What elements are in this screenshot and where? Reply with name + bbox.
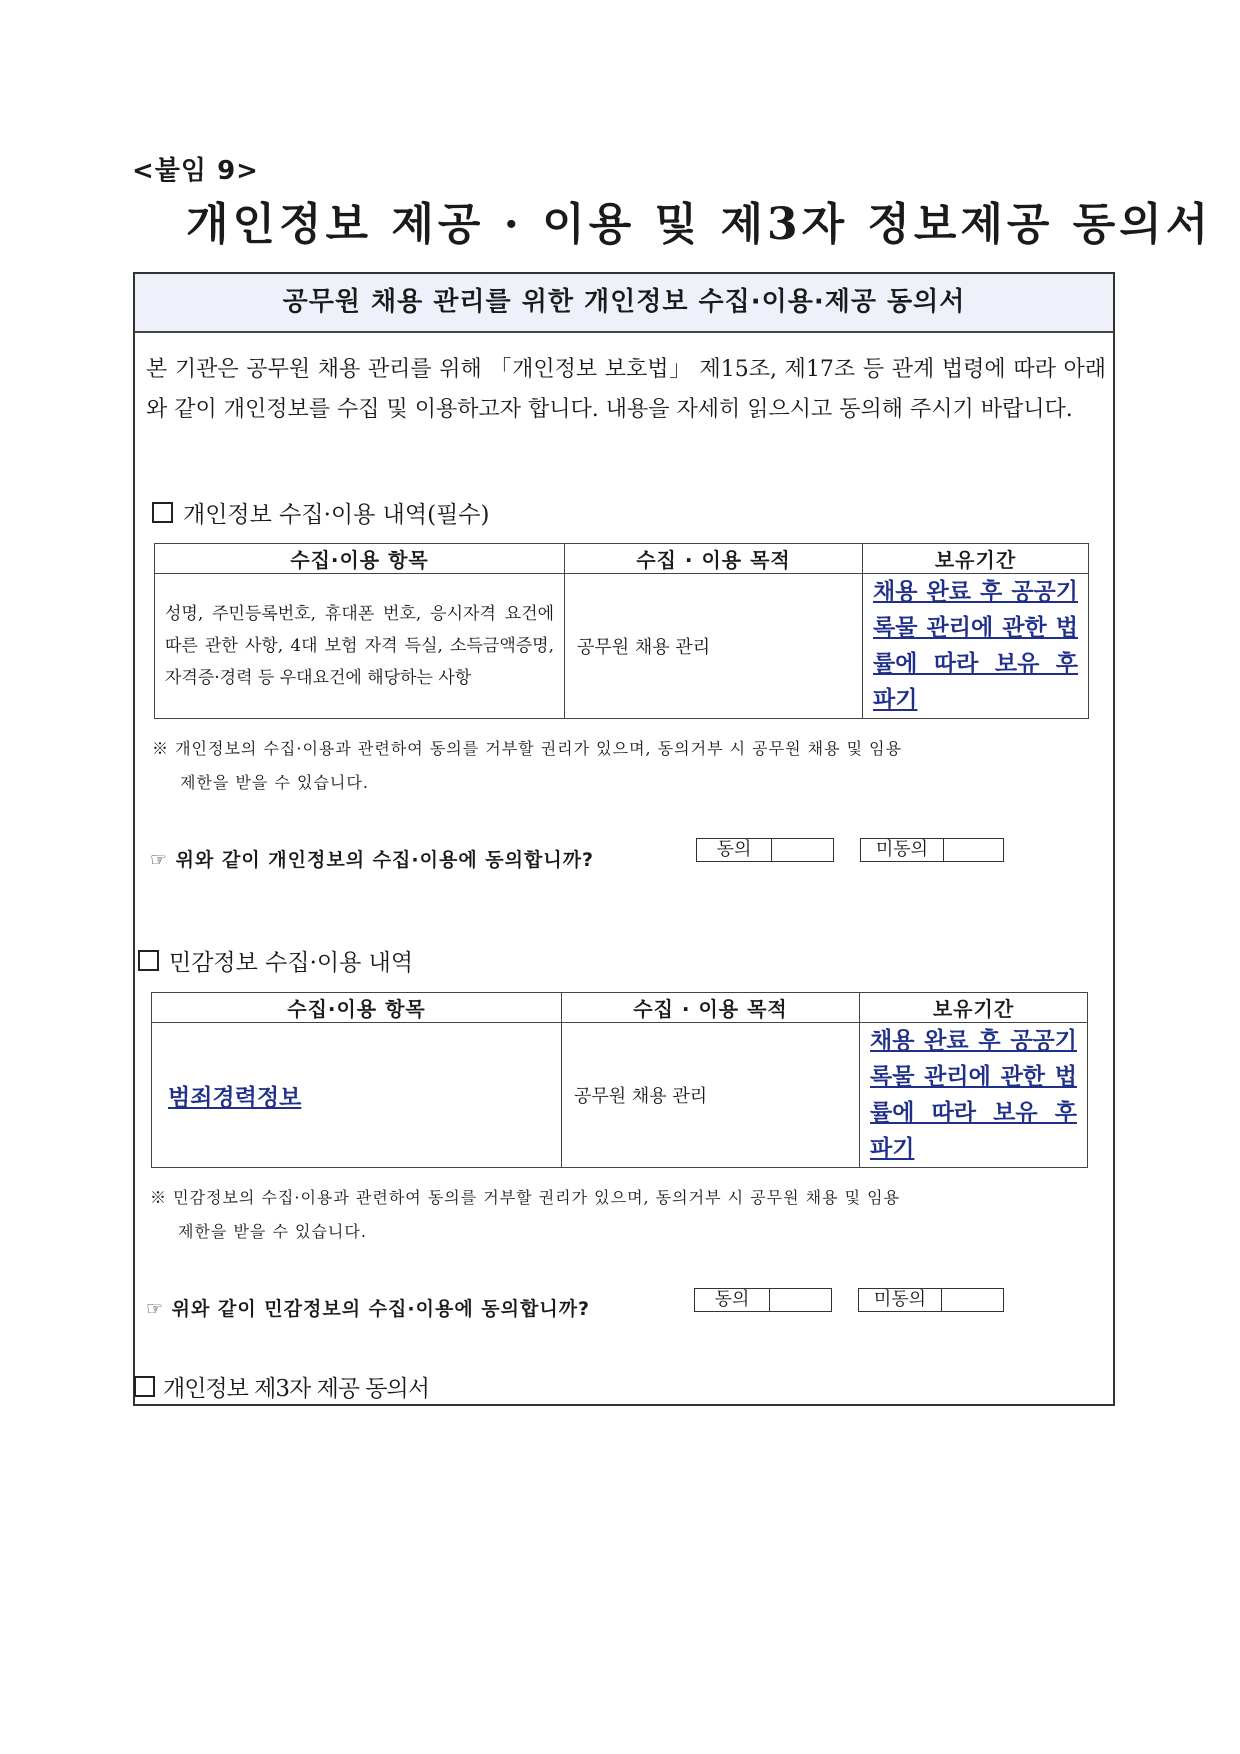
sensitive-refusal-notice xyxy=(150,1181,1050,1249)
personal-consent-question: ☞ 위와 같이 개인정보의 수집·이용에 동의합니까? xyxy=(150,849,595,871)
disagree-check-cell[interactable] xyxy=(942,1289,1003,1311)
attachment-label: <붙임 9> xyxy=(132,156,259,186)
column-header-retention: 보유기간 xyxy=(863,544,1089,574)
square-bullet-icon xyxy=(152,502,173,523)
intro-paragraph: 본 기관은 공무원 채용 관리를 위해 「개인정보 보호법」 제15조, 제17조 등 관계 법령에 따라 아래와 같이 개인정보를 수집 및 이용하고자 합니다. 내용을 자세히 읽으시고 동의해 주시기 바랍니다. xyxy=(146,357,1106,422)
agree-check-cell[interactable] xyxy=(772,839,833,861)
collected-items: 성명, 주민등록번호, 휴대폰 번호, 응시자격 요건에 따른 관한 사항, 4대 보험 자격 득실, 소득금액증명, 자격증·경력 등 우대요건에 해당하는 사항 xyxy=(155,574,565,719)
table-header-row xyxy=(152,993,1088,1023)
table-header-row xyxy=(155,544,1089,574)
sensitive-retention: 채용 완료 후 공공기록물 관리에 관한 법률에 따라 보유 후 파기 xyxy=(860,1023,1088,1168)
disagree-label: 미동의 xyxy=(859,1289,942,1311)
sensitive-section-title xyxy=(138,944,413,977)
notice-line-1: ※ 민감정보의 수집·이용과 관련하여 동의를 거부할 권리가 있으며, 동의거부 시 공무원 채용 및 임용 xyxy=(150,1188,901,1207)
square-bullet-icon xyxy=(134,1376,155,1397)
disagree-check-cell[interactable] xyxy=(944,839,1003,861)
retention-period: 채용 완료 후 공공기록물 관리에 관한 법률에 따라 보유 후 파기 xyxy=(863,574,1089,719)
column-header-purpose: 수집 · 이용 목적 xyxy=(562,993,860,1023)
notice-line-1: ※ 개인정보의 수집·이용과 관련하여 동의를 거부할 권리가 있으며, 동의거부 시 공무원 채용 및 임용 xyxy=(152,739,903,758)
notice-line-2: 제한을 받을 수 있습니다. xyxy=(180,773,369,792)
column-header-purpose: 수집 · 이용 목적 xyxy=(565,544,863,574)
sensitive-items: 범죄경력정보 xyxy=(152,1023,562,1168)
personal-refusal-notice xyxy=(152,732,1052,800)
column-header-items: 수집·이용 항목 xyxy=(155,544,565,574)
sensitive-consent-question: ☞ 위와 같이 민감정보의 수집·이용에 동의합니까? xyxy=(146,1298,591,1320)
document-title: 개인정보 제공 · 이용 및 제3자 정보제공 동의서 xyxy=(186,199,1213,250)
third-party-section-title xyxy=(134,1370,429,1403)
disagree-label: 미동의 xyxy=(861,839,944,861)
collection-purpose: 공무원 채용 관리 xyxy=(565,574,863,719)
sensitive-section-label: 민감정보 수집·이용 내역 xyxy=(169,950,414,976)
table-row xyxy=(152,1023,1088,1168)
square-bullet-icon xyxy=(138,950,159,971)
agree-label: 동의 xyxy=(695,1289,770,1311)
table-row xyxy=(155,574,1089,719)
column-header-retention: 보유기간 xyxy=(860,993,1088,1023)
sensitive-purpose: 공무원 채용 관리 xyxy=(562,1023,860,1168)
third-party-label: 개인정보 제3자 제공 동의서 xyxy=(163,1376,429,1402)
personal-disagree-checkbox[interactable] xyxy=(860,838,1004,862)
personal-agree-checkbox[interactable] xyxy=(696,838,834,862)
form-header: 공무원 채용 관리를 위한 개인정보 수집·이용·제공 동의서 xyxy=(135,274,1113,333)
personal-section-title xyxy=(152,496,490,529)
personal-info-table xyxy=(154,543,1089,719)
sensitive-info-table xyxy=(151,992,1088,1168)
sensitive-disagree-checkbox[interactable] xyxy=(858,1288,1004,1312)
sensitive-agree-checkbox[interactable] xyxy=(694,1288,832,1312)
notice-line-2: 제한을 받을 수 있습니다. xyxy=(178,1222,367,1241)
agree-label: 동의 xyxy=(697,839,772,861)
agree-check-cell[interactable] xyxy=(770,1289,831,1311)
personal-section-label: 개인정보 수집·이용 내역(필수) xyxy=(183,502,490,528)
column-header-items: 수집·이용 항목 xyxy=(152,993,562,1023)
